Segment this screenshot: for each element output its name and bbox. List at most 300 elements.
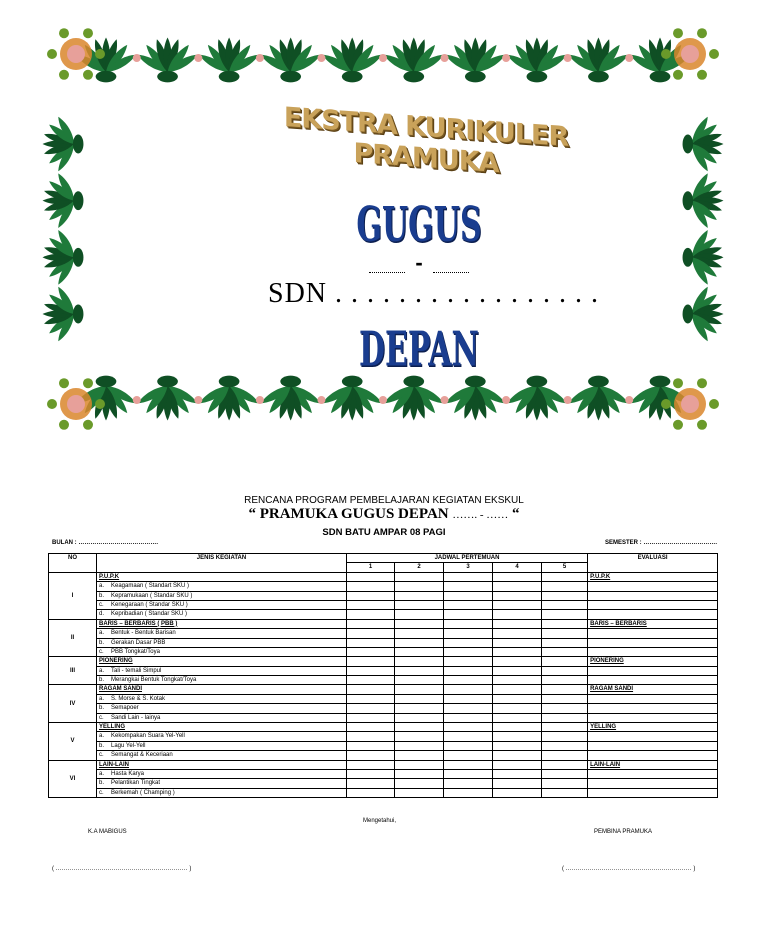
schedule-cell bbox=[444, 704, 493, 713]
schedule-cell bbox=[395, 779, 444, 788]
item-line bbox=[99, 695, 344, 703]
group-heading-text: P.U.P.K bbox=[99, 573, 120, 580]
item-line bbox=[99, 732, 344, 740]
corner-vine-leaf bbox=[59, 378, 69, 388]
schedule-cell bbox=[542, 751, 588, 760]
schedule-cell bbox=[395, 751, 444, 760]
item-letter: c. bbox=[99, 752, 104, 759]
schedule-cell bbox=[493, 600, 542, 609]
group-number: I bbox=[49, 572, 97, 619]
schedule-cell bbox=[493, 704, 542, 713]
palmette-ornament bbox=[259, 376, 323, 421]
corner-vine-leaf bbox=[673, 378, 683, 388]
schedule-cell bbox=[542, 629, 588, 638]
item-line bbox=[99, 770, 344, 778]
schedule-cell bbox=[493, 741, 542, 750]
schedule-cell bbox=[493, 619, 542, 628]
item-letter: b. bbox=[99, 705, 105, 712]
header-evaluation: EVALUASI bbox=[588, 554, 718, 573]
evaluation-cell bbox=[588, 610, 718, 619]
schedule-cell bbox=[444, 723, 493, 732]
schedule-cell bbox=[493, 751, 542, 760]
schedule-cell bbox=[542, 657, 588, 666]
schedule-cell bbox=[444, 591, 493, 600]
palmette-ornament bbox=[567, 38, 631, 83]
schedule-cell bbox=[347, 694, 395, 703]
schedule-cell bbox=[444, 788, 493, 797]
item-letter: a. bbox=[99, 770, 105, 777]
schedule-cell bbox=[395, 591, 444, 600]
item-line bbox=[99, 742, 344, 750]
schedule-cell bbox=[493, 629, 542, 638]
border-flower bbox=[317, 396, 325, 404]
palmette-ornament bbox=[136, 38, 200, 83]
schedule-cell bbox=[347, 676, 395, 685]
schedule-cell bbox=[347, 779, 395, 788]
item-letter: a. bbox=[99, 630, 105, 637]
item-letter: b. bbox=[99, 592, 105, 599]
schedule-cell bbox=[493, 685, 542, 694]
group-heading-text: YELLING bbox=[99, 724, 126, 731]
border-flower bbox=[133, 54, 141, 62]
schedule-cell bbox=[395, 694, 444, 703]
group-number: IV bbox=[49, 685, 97, 723]
corner-vine-leaf bbox=[697, 70, 707, 80]
schedule-cell bbox=[493, 638, 542, 647]
item-text: Kenegaraan ( Standar SKU ) bbox=[111, 601, 188, 608]
evaluation-cell bbox=[588, 788, 718, 797]
palmette-ornament bbox=[43, 228, 84, 286]
evaluation-cell bbox=[588, 666, 718, 675]
border-flower bbox=[256, 396, 264, 404]
evaluation-cell bbox=[588, 619, 718, 628]
corner-flower-center bbox=[681, 45, 699, 63]
schedule-cell bbox=[444, 638, 493, 647]
item-letter: d. bbox=[99, 611, 105, 618]
schedule-cell bbox=[347, 647, 395, 656]
schedule-cell bbox=[493, 676, 542, 685]
evaluation-heading: YELLING bbox=[590, 724, 617, 731]
table-row bbox=[49, 647, 718, 656]
item-text: Lagu Yel-Yell bbox=[111, 742, 146, 749]
schedule-cell bbox=[493, 647, 542, 656]
schedule-cell bbox=[542, 591, 588, 600]
schedule-cell bbox=[542, 760, 588, 769]
table-row bbox=[49, 657, 718, 666]
header-activity: JENIS KEGIATAN bbox=[97, 554, 347, 573]
schedule-cell bbox=[347, 788, 395, 797]
evaluation-cell bbox=[588, 694, 718, 703]
schedule-cell bbox=[395, 732, 444, 741]
schedule-cell bbox=[444, 760, 493, 769]
cover-frame bbox=[36, 14, 730, 444]
table-row bbox=[49, 582, 718, 591]
schedule-cell bbox=[395, 666, 444, 675]
activity-item bbox=[97, 582, 347, 591]
table-row bbox=[49, 713, 718, 722]
schedule-cell bbox=[542, 732, 588, 741]
evaluation-cell bbox=[588, 741, 718, 750]
schedule-cell bbox=[395, 685, 444, 694]
table-row bbox=[49, 600, 718, 609]
item-line bbox=[99, 648, 344, 656]
schedule-cell bbox=[347, 619, 395, 628]
schedule-cell bbox=[395, 741, 444, 750]
palmette-ornament bbox=[320, 38, 384, 83]
item-text: Tali - temali Simpul bbox=[111, 667, 162, 674]
group-heading bbox=[97, 685, 347, 694]
group-number: V bbox=[49, 723, 97, 761]
group-number: III bbox=[49, 657, 97, 685]
schedule-cell bbox=[493, 572, 542, 581]
header-session: 5 bbox=[542, 563, 588, 572]
palmette-ornament bbox=[683, 115, 724, 173]
schedule-cell bbox=[347, 760, 395, 769]
schedule-cell bbox=[493, 713, 542, 722]
schedule-cell bbox=[347, 723, 395, 732]
table-row bbox=[49, 694, 718, 703]
activity-item bbox=[97, 788, 347, 797]
schedule-cell bbox=[444, 732, 493, 741]
table-row bbox=[49, 788, 718, 797]
header-session: 3 bbox=[444, 563, 493, 572]
evaluation-cell bbox=[588, 723, 718, 732]
item-letter: c. bbox=[99, 714, 104, 721]
evaluation-cell bbox=[588, 676, 718, 685]
activity-item bbox=[97, 751, 347, 760]
table-row bbox=[49, 610, 718, 619]
schedule-cell bbox=[493, 769, 542, 778]
schedule-cell bbox=[395, 723, 444, 732]
evaluation-cell bbox=[588, 647, 718, 656]
item-text: Gerakan Dasar PBB bbox=[111, 639, 166, 646]
schedule-cell bbox=[444, 657, 493, 666]
item-letter: c. bbox=[99, 789, 104, 796]
palmette-ornament bbox=[683, 285, 724, 343]
item-line bbox=[99, 779, 344, 787]
month-field: BULAN : …………………………………. bbox=[52, 540, 158, 546]
item-line bbox=[99, 676, 344, 684]
schedule-cell bbox=[493, 591, 542, 600]
schedule-cell bbox=[542, 779, 588, 788]
plan-subtitle-main: “ PRAMUKA GUGUS DEPAN bbox=[248, 506, 449, 522]
corner-vine-leaf bbox=[59, 28, 69, 38]
palmette-ornament bbox=[505, 38, 569, 83]
corner-flower-center bbox=[67, 45, 85, 63]
item-letter: c. bbox=[99, 601, 104, 608]
plan-subtitle-end: “ bbox=[512, 506, 520, 522]
right-signer-role: PEMBINA PRAMUKA bbox=[594, 829, 653, 835]
schedule-cell bbox=[542, 685, 588, 694]
table-row bbox=[49, 591, 718, 600]
activity-item bbox=[97, 600, 347, 609]
corner-vine-leaf bbox=[59, 70, 69, 80]
item-line bbox=[99, 639, 344, 647]
corner-vine-leaf bbox=[673, 70, 683, 80]
schedule-cell bbox=[542, 647, 588, 656]
palmette-ornament bbox=[43, 172, 84, 230]
schedule-cell bbox=[395, 713, 444, 722]
evaluation-cell bbox=[588, 657, 718, 666]
schedule-cell bbox=[542, 666, 588, 675]
item-text: Semangat & Keceriaan bbox=[111, 752, 173, 759]
item-letter: b. bbox=[99, 677, 105, 684]
schedule-cell bbox=[347, 769, 395, 778]
group-number: VI bbox=[49, 760, 97, 798]
corner-vine-leaf bbox=[709, 49, 719, 59]
schedule-cell bbox=[444, 629, 493, 638]
header-session: 1 bbox=[347, 563, 395, 572]
schedule-cell bbox=[395, 582, 444, 591]
group-heading bbox=[97, 572, 347, 581]
corner-vine-leaf bbox=[83, 378, 93, 388]
schedule-cell bbox=[493, 788, 542, 797]
corner-flower-center bbox=[67, 395, 85, 413]
border-flower bbox=[625, 396, 633, 404]
item-letter: a. bbox=[99, 733, 105, 740]
group-heading bbox=[97, 657, 347, 666]
schedule-cell bbox=[542, 788, 588, 797]
evaluation-heading: P.U.P.K bbox=[590, 573, 611, 580]
corner-vine-leaf bbox=[661, 399, 671, 409]
schedule-cell bbox=[542, 713, 588, 722]
schedule-cell bbox=[493, 760, 542, 769]
schedule-cell bbox=[395, 629, 444, 638]
cover-subtitle: GUGUS DEPAN bbox=[356, 197, 482, 379]
evaluation-cell bbox=[588, 704, 718, 713]
activity-item bbox=[97, 694, 347, 703]
cover-blank-left bbox=[369, 272, 405, 273]
group-heading bbox=[97, 723, 347, 732]
right-signature-line: ( ……………………………………………………… ) bbox=[562, 866, 696, 872]
item-letter: a. bbox=[99, 667, 105, 674]
schedule-cell bbox=[347, 572, 395, 581]
schedule-cell bbox=[542, 572, 588, 581]
activity-item bbox=[97, 638, 347, 647]
activity-item bbox=[97, 704, 347, 713]
schedule-cell bbox=[542, 769, 588, 778]
palmette-ornament bbox=[259, 38, 323, 83]
corner-vine-leaf bbox=[673, 420, 683, 430]
border-flower bbox=[194, 396, 202, 404]
corner-vine-leaf bbox=[661, 49, 671, 59]
cover-dash: - bbox=[415, 250, 423, 275]
plan-subtitle-blank: ……. - …… bbox=[452, 509, 509, 521]
border-flower bbox=[625, 54, 633, 62]
activity-item bbox=[97, 591, 347, 600]
schedule-cell bbox=[395, 788, 444, 797]
palmette-ornament bbox=[197, 376, 261, 421]
item-line bbox=[99, 592, 344, 600]
schedule-cell bbox=[493, 779, 542, 788]
item-text: S. Morse & S. Kotak bbox=[111, 695, 166, 702]
item-line bbox=[99, 582, 344, 590]
schedule-cell bbox=[347, 600, 395, 609]
group-number: II bbox=[49, 619, 97, 657]
activity-item bbox=[97, 647, 347, 656]
corner-vine-leaf bbox=[673, 28, 683, 38]
table-row bbox=[49, 732, 718, 741]
item-text: Pelantikan Tingkat bbox=[111, 780, 161, 787]
cover-school-name: SDN . . . . . . . . . . . . . . . . . bbox=[268, 278, 600, 309]
schedule-cell bbox=[444, 666, 493, 675]
schedule-cell bbox=[347, 685, 395, 694]
item-line bbox=[99, 714, 344, 722]
border-flower bbox=[317, 54, 325, 62]
schedule-cell bbox=[347, 610, 395, 619]
schedule-cell bbox=[444, 582, 493, 591]
evaluation-heading: RAGAM SANDI bbox=[590, 686, 634, 693]
evaluation-heading: BARIS – BERBARIS bbox=[590, 620, 647, 627]
left-signer-role: K.A MABIGUS bbox=[88, 829, 127, 835]
table-row bbox=[49, 704, 718, 713]
palmette-ornament bbox=[683, 228, 724, 286]
cover-blank-right bbox=[433, 272, 469, 273]
activity-table bbox=[48, 553, 718, 798]
item-line bbox=[99, 601, 344, 609]
evaluation-cell bbox=[588, 732, 718, 741]
schedule-cell bbox=[395, 600, 444, 609]
table-row bbox=[49, 629, 718, 638]
schedule-cell bbox=[542, 676, 588, 685]
corner-vine-leaf bbox=[95, 49, 105, 59]
item-letter: c. bbox=[99, 648, 104, 655]
activity-item bbox=[97, 779, 347, 788]
schedule-cell bbox=[347, 704, 395, 713]
corner-vine-leaf bbox=[95, 399, 105, 409]
schedule-cell bbox=[347, 751, 395, 760]
evaluation-cell bbox=[588, 751, 718, 760]
evaluation-cell bbox=[588, 572, 718, 581]
item-text: Kepramukaan ( Standar SKU ) bbox=[111, 592, 193, 599]
corner-vine-leaf bbox=[83, 420, 93, 430]
table-row bbox=[49, 751, 718, 760]
item-text: Semapoer bbox=[111, 705, 139, 712]
palmette-ornament bbox=[197, 38, 261, 83]
cover-title: EKSTRA KURIKULER PRAMUKA bbox=[283, 102, 569, 180]
evaluation-cell bbox=[588, 760, 718, 769]
table-header-row bbox=[49, 554, 718, 563]
semester-field: SEMESTER : ………………………………. bbox=[605, 540, 718, 546]
schedule-cell bbox=[493, 694, 542, 703]
schedule-cell bbox=[347, 629, 395, 638]
corner-vine-leaf bbox=[697, 420, 707, 430]
schedule-cell bbox=[444, 751, 493, 760]
schedule-cell bbox=[395, 572, 444, 581]
table-row bbox=[49, 769, 718, 778]
item-letter: a. bbox=[99, 695, 105, 702]
cover-year-range bbox=[369, 250, 469, 276]
palmette-ornament bbox=[683, 172, 724, 230]
corner-vine-leaf bbox=[697, 28, 707, 38]
schedule-cell bbox=[444, 610, 493, 619]
schedule-cell bbox=[493, 657, 542, 666]
border-flower bbox=[502, 396, 510, 404]
group-heading-text: PIONERING bbox=[99, 658, 133, 665]
schedule-cell bbox=[542, 723, 588, 732]
header-session: 2 bbox=[395, 563, 444, 572]
schedule-cell bbox=[542, 619, 588, 628]
schedule-cell bbox=[542, 694, 588, 703]
table-row bbox=[49, 685, 718, 694]
schedule-cell bbox=[347, 591, 395, 600]
group-heading-text: BARIS – BERBARIS ( PBB ) bbox=[99, 620, 178, 627]
activity-item bbox=[97, 741, 347, 750]
schedule-cell bbox=[395, 619, 444, 628]
schedule-cell bbox=[347, 732, 395, 741]
schedule-cell bbox=[395, 769, 444, 778]
table-row bbox=[49, 676, 718, 685]
item-text: Keagamaan ( Standart SKU ) bbox=[111, 583, 190, 590]
border-flower bbox=[441, 54, 449, 62]
evaluation-cell bbox=[588, 685, 718, 694]
item-letter: b. bbox=[99, 780, 105, 787]
acknowledged-label: Mengetahui, bbox=[363, 818, 397, 824]
schedule-cell bbox=[347, 713, 395, 722]
schedule-cell bbox=[444, 769, 493, 778]
left-signature-line: ( ………………………………………………………… ) bbox=[52, 866, 192, 872]
corner-vine-leaf bbox=[47, 399, 57, 409]
palmette-ornament bbox=[444, 38, 508, 83]
border-flower bbox=[194, 54, 202, 62]
evaluation-cell bbox=[588, 779, 718, 788]
palmette-ornament bbox=[136, 376, 200, 421]
schedule-cell bbox=[444, 685, 493, 694]
schedule-cell bbox=[542, 638, 588, 647]
item-text: Hasta Karya bbox=[111, 770, 145, 777]
item-line bbox=[99, 751, 344, 759]
schedule-cell bbox=[347, 638, 395, 647]
schedule-cell bbox=[444, 572, 493, 581]
schedule-cell bbox=[395, 638, 444, 647]
schedule-cell bbox=[444, 676, 493, 685]
schedule-cell bbox=[347, 666, 395, 675]
item-text: Kekompakan Suara Yel-Yell bbox=[111, 733, 185, 740]
schedule-cell bbox=[542, 610, 588, 619]
schedule-cell bbox=[493, 723, 542, 732]
schedule-cell bbox=[542, 741, 588, 750]
group-heading-text: LAIN-LAIN bbox=[99, 761, 129, 768]
schedule-cell bbox=[395, 657, 444, 666]
item-text: Berkemah ( Champing ) bbox=[111, 789, 175, 796]
item-letter: b. bbox=[99, 742, 105, 749]
header-schedule: JADWAL PERTEMUAN bbox=[347, 554, 588, 563]
item-letter: b. bbox=[99, 639, 105, 646]
schedule-cell bbox=[395, 610, 444, 619]
schedule-cell bbox=[347, 582, 395, 591]
header-no: NO bbox=[49, 554, 97, 573]
activity-item bbox=[97, 713, 347, 722]
activity-item bbox=[97, 732, 347, 741]
corner-flower-center bbox=[681, 395, 699, 413]
table-body bbox=[49, 572, 718, 797]
table-row bbox=[49, 760, 718, 769]
palmette-ornament bbox=[382, 38, 446, 83]
activity-item bbox=[97, 666, 347, 675]
table-row bbox=[49, 666, 718, 675]
item-text: Merangkai Bentuk Tongkat/Toya bbox=[111, 677, 197, 684]
schedule-cell bbox=[347, 657, 395, 666]
evaluation-cell bbox=[588, 629, 718, 638]
palmette-ornament bbox=[43, 285, 84, 343]
table-row bbox=[49, 779, 718, 788]
plan-title: RENCANA PROGRAM PEMBELAJARAN KEGIATAN EKSKUL bbox=[244, 495, 524, 506]
corner-vine-leaf bbox=[59, 420, 69, 430]
evaluation-cell bbox=[588, 769, 718, 778]
table-row bbox=[49, 741, 718, 750]
border-flower bbox=[379, 54, 387, 62]
group-heading-text: RAGAM SANDI bbox=[99, 686, 142, 693]
